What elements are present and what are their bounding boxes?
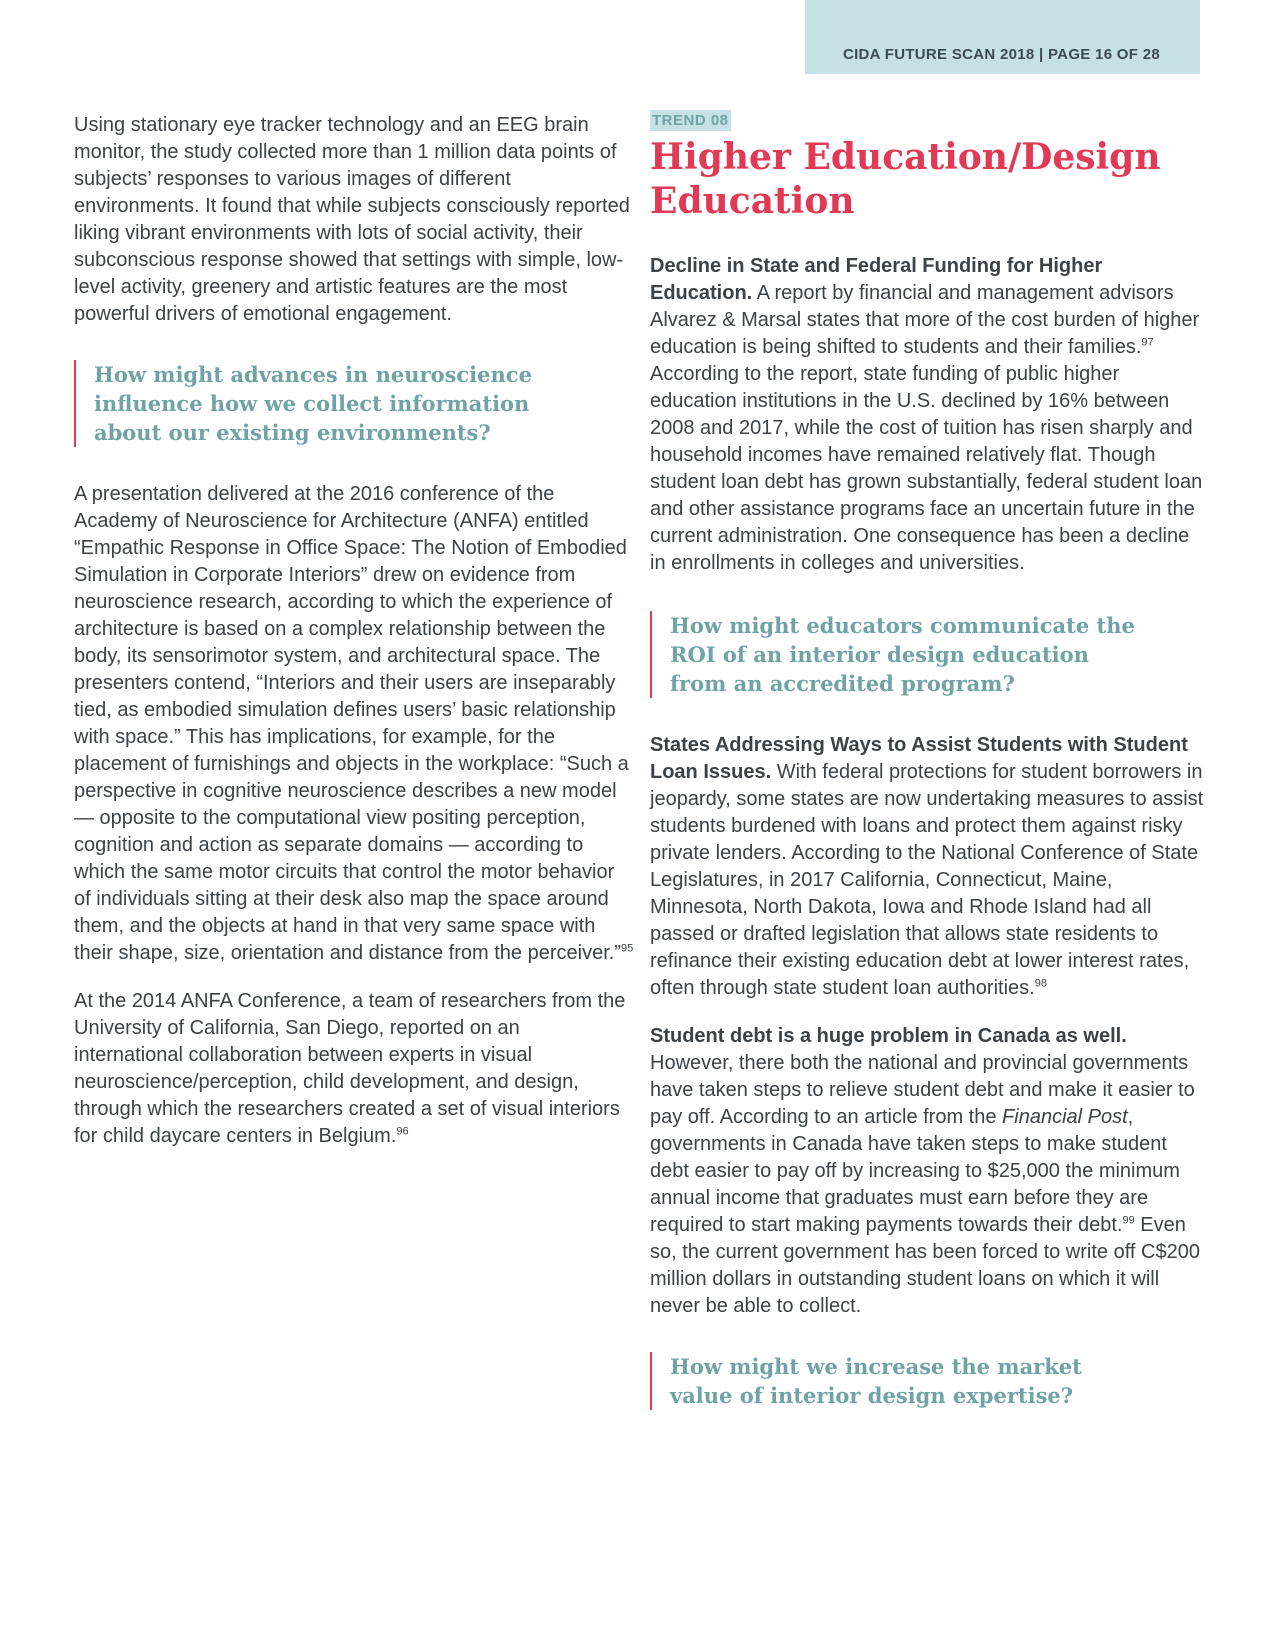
footnote-ref[interactable]: 97 [1141,336,1154,349]
paragraph-text: A presentation delivered at the 2016 conference of the Academy of Neuroscience for Architecture (ANFA) entitled “Empathic Response in Office Space: The Notion of Embodied Simulation in Corporate Interiors” drew on evidence from neuroscience research, according to which the experience of architecture is based on a complex relationship between the body, its sensorimotor system, and architectural space. The presenters contend, “Interiors and their users are inseparably tied, as embodied simulation defines users’ basic relationship with space.” This has implications, for example, for the placement of furnishings and objects in the workplace: “Such a perspective in cognitive neuroscience describes a new model — opposite to the computational view positing perception, cognition and action as separate domains — according to which the same motor circuits that control the motor behavior of individuals sitting at their desk also map the space around them, and the objects at hand in that very same space with their shape, size, orientation and distance from the perceiver.” [74,483,629,964]
footnote-ref[interactable]: 96 [396,1125,409,1138]
paragraph-text: Even so, the current government has been forced to write off C$200 million dollars in outstanding student loans on which it will never be able to collect. [650,1214,1200,1317]
body-paragraph [650,732,1205,1002]
page-header-label: CIDA FUTURE SCAN 2018 | PAGE 16 OF 28 [842,46,1160,63]
paragraph-text: A report by financial and management advisors Alvarez & Marsal states that more of the cost burden of higher education is being shifted to students and their families. [650,282,1200,358]
body-paragraph [74,481,634,967]
trend-title: Higher Education/Design Education [650,136,1161,222]
body-paragraph [650,1023,1205,1320]
body-paragraph [74,988,634,1150]
page-header-tab [805,0,1200,74]
footnote-ref[interactable]: 99 [1122,1214,1135,1227]
paragraph-text: With federal protections for student borrowers in jeopardy, some states are now undertaking measures to assist students burdened with loans and protect them against risky private lenders. According to the National Conference of State Legislatures, in 2017 California, Connecticut, Maine, Minnesota, North Dakota, Iowa and Rhode Island had all passed or drafted legislation that allows state residents to refinance their existing education debt at lower interest rates, often through state student loan authorities. [650,761,1204,999]
callout-question: How might educators communicate the ROI of an interior design education from an accredited program? [650,611,1140,698]
section-lead: Student debt is a huge problem in Canada as well. [650,1025,1127,1047]
body-paragraph: Using stationary eye tracker technology and an EEG brain monitor, the study collected more than 1 million data points of subjects’ responses to various images of different environments. It found that while subjects consciously reported liking vibrant environments with lots of social activity, their subconscious response showed that settings with simple, low-level activity, greenery and artistic features are the most powerful drivers of emotional engagement. [74,114,630,325]
trend-tag: TREND 08 [652,112,729,129]
body-paragraph [650,253,1205,577]
paragraph-text: , governments in Canada have taken steps to make student debt easier to pay off by increasing to $25,000 the minimum annual income that graduates must earn before they are required to start making payments towards their debt. [650,1106,1180,1236]
section-lead: States Addressing Ways to Assist Students with Student Loan Issues. [650,734,1188,783]
section-lead: Decline in State and Federal Funding for Higher Education. [650,255,1103,304]
paragraph-text: However, there both the national and provincial governments have taken steps to relieve student debt and make it easier to pay off. According to an article from the [650,1052,1195,1128]
paragraph-text: According to the report, state funding of public higher education institutions in the U.S. declined by 16% between 2008 and 2017, while the cost of tuition has risen sharply and household incomes have remained relatively flat. Though student loan debt has grown substantially, federal student loan and other assistance programs face an uncertain future in the current administration. One consequence has been a decline in enrollments in colleges and universities. [650,363,1203,574]
paragraph-text: At the 2014 ANFA Conference, a team of researchers from the University of California, San Diego, reported on an international collaboration between experts in visual neuroscience/perception, child development, and design, through which the researchers created a set of visual interiors for child daycare centers in Belgium. [74,990,626,1147]
callout-question: How might we increase the market value of interior design expertise? [650,1352,1140,1410]
footnote-ref[interactable]: 95 [620,942,634,955]
left-column [74,112,634,1150]
publication-title: Financial Post [1002,1106,1128,1128]
right-column [650,110,1205,1410]
footnote-ref[interactable]: 98 [1034,977,1047,990]
callout-question: How might advances in neuroscience influence how we collect information about our existing environments? [74,360,534,447]
